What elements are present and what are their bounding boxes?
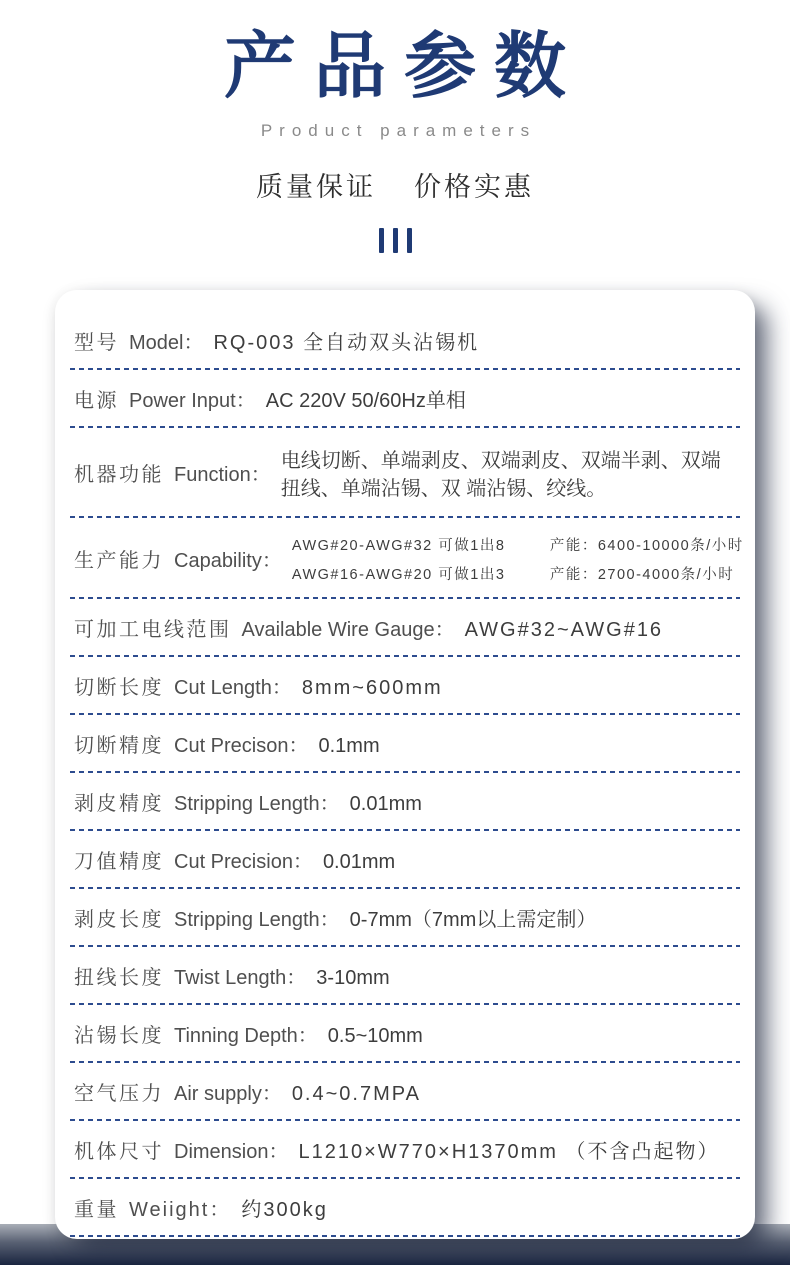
spec-label-en: Tinning Depth： bbox=[174, 1025, 318, 1047]
capability-spec: AWG#16-AWG#20 可做1出3 bbox=[291, 567, 506, 583]
spec-row-twist-length bbox=[70, 947, 740, 1005]
spec-value: 0.5~10mm bbox=[327, 1025, 423, 1047]
spec-row-wire-gauge bbox=[70, 599, 740, 657]
page-header bbox=[0, 0, 790, 253]
spec-label-zh: 机体尺寸 bbox=[74, 1141, 164, 1163]
spec-label-en: Cut Precison： bbox=[174, 735, 309, 757]
spec-row-weight bbox=[70, 1179, 740, 1237]
spec-value: 8mm~600mm bbox=[301, 677, 443, 699]
spec-label-en: Cut Length： bbox=[174, 677, 292, 699]
spec-row-stripping-precision bbox=[70, 773, 740, 831]
spec-value: 3-10mm bbox=[316, 967, 390, 989]
spec-label-zh: 电源 bbox=[74, 390, 119, 412]
spec-row-power bbox=[70, 370, 740, 428]
bar-icon bbox=[407, 228, 412, 253]
spec-label-zh: 可加工电线范围 bbox=[74, 619, 232, 641]
slogan bbox=[0, 165, 790, 204]
spec-row-capability bbox=[70, 518, 744, 599]
spec-label-zh: 沾锡长度 bbox=[74, 1025, 164, 1047]
spec-row-stripping-length bbox=[70, 889, 740, 947]
capability-line bbox=[292, 566, 744, 584]
spec-label-en: Twist Length： bbox=[174, 967, 307, 989]
spec-row-cut-length bbox=[70, 657, 740, 715]
spec-row-dimension bbox=[70, 1121, 740, 1179]
spec-value: AC 220V 50/60Hz单相 bbox=[265, 390, 466, 412]
spec-label-en: Cut Precision： bbox=[174, 851, 313, 873]
spec-label-zh: 空气压力 bbox=[74, 1083, 164, 1105]
spec-value: 电线切断、单端剥皮、双端剥皮、双端半剥、双端扭线、单端沾锡、双 端沾锡、绞线。 bbox=[280, 450, 721, 500]
spec-label-en: Function： bbox=[174, 464, 271, 486]
spec-label-zh: 剥皮精度 bbox=[74, 793, 164, 815]
spec-value: 0-7mm（7mm以上需定制） bbox=[349, 909, 597, 931]
spec-row-function bbox=[70, 428, 740, 518]
slogan-price: 价格实惠 bbox=[414, 172, 534, 203]
spec-label-zh: 切断精度 bbox=[74, 735, 164, 757]
spec-card bbox=[55, 290, 755, 1239]
capability-output: 产能：2700-4000条/小时 bbox=[549, 567, 735, 583]
spec-value: 0.1mm bbox=[318, 735, 380, 757]
bar-icon bbox=[379, 228, 384, 253]
spec-label-en: Available Wire Gauge： bbox=[241, 619, 455, 641]
page-title: 产品参数 bbox=[223, 27, 584, 107]
capability-line bbox=[292, 537, 744, 555]
spec-value: 0.01mm bbox=[322, 851, 396, 873]
spec-label-en: Weiight： bbox=[129, 1199, 232, 1221]
spec-label-en: Stripping Length： bbox=[174, 793, 340, 815]
spec-row-cut-precision bbox=[70, 715, 740, 773]
capability-output: 产能：6400-10000条/小时 bbox=[549, 538, 744, 554]
spec-label-zh: 重量 bbox=[74, 1199, 119, 1221]
spec-label-zh: 剥皮长度 bbox=[74, 909, 164, 931]
capability-lines bbox=[292, 537, 744, 584]
spec-label-zh: 扭线长度 bbox=[74, 967, 164, 989]
spec-label-en: Dimension： bbox=[174, 1141, 289, 1163]
spec-row-model bbox=[70, 312, 740, 370]
spec-row-tinning-depth bbox=[70, 1005, 740, 1063]
spec-value: 0.01mm bbox=[349, 793, 422, 815]
bar-icon bbox=[393, 228, 398, 253]
spec-label-en: Stripping Length： bbox=[174, 909, 340, 931]
spec-label-en: Air supply： bbox=[174, 1083, 282, 1105]
spec-value: L1210×W770×H1370mm （不含凸起物） bbox=[298, 1141, 720, 1163]
spec-label-zh: 刀值精度 bbox=[74, 851, 164, 873]
spec-label-en: Power Input： bbox=[129, 390, 256, 412]
spec-row-blade-precision bbox=[70, 831, 740, 889]
spec-value: 约300kg bbox=[241, 1199, 328, 1221]
spec-value: AWG#32~AWG#16 bbox=[464, 619, 664, 641]
spec-label-en: Model： bbox=[129, 332, 204, 354]
triple-bar-icon bbox=[0, 228, 790, 253]
spec-value: RQ-003 全自动双头沾锡机 bbox=[213, 332, 480, 354]
spec-value: 0.4~0.7MPA bbox=[291, 1083, 421, 1105]
spec-label-zh: 机器功能 bbox=[74, 464, 164, 486]
spec-label-zh: 型号 bbox=[74, 332, 119, 354]
capability-spec: AWG#20-AWG#32 可做1出8 bbox=[291, 538, 506, 554]
spec-row-air-supply bbox=[70, 1063, 740, 1121]
page-subtitle: Product parameters bbox=[260, 121, 537, 141]
spec-label-zh: 生产能力 bbox=[74, 549, 164, 572]
spec-label-zh: 切断长度 bbox=[74, 677, 164, 699]
slogan-quality: 质量保证 bbox=[256, 172, 376, 203]
spec-label-en: Capability： bbox=[174, 549, 282, 572]
